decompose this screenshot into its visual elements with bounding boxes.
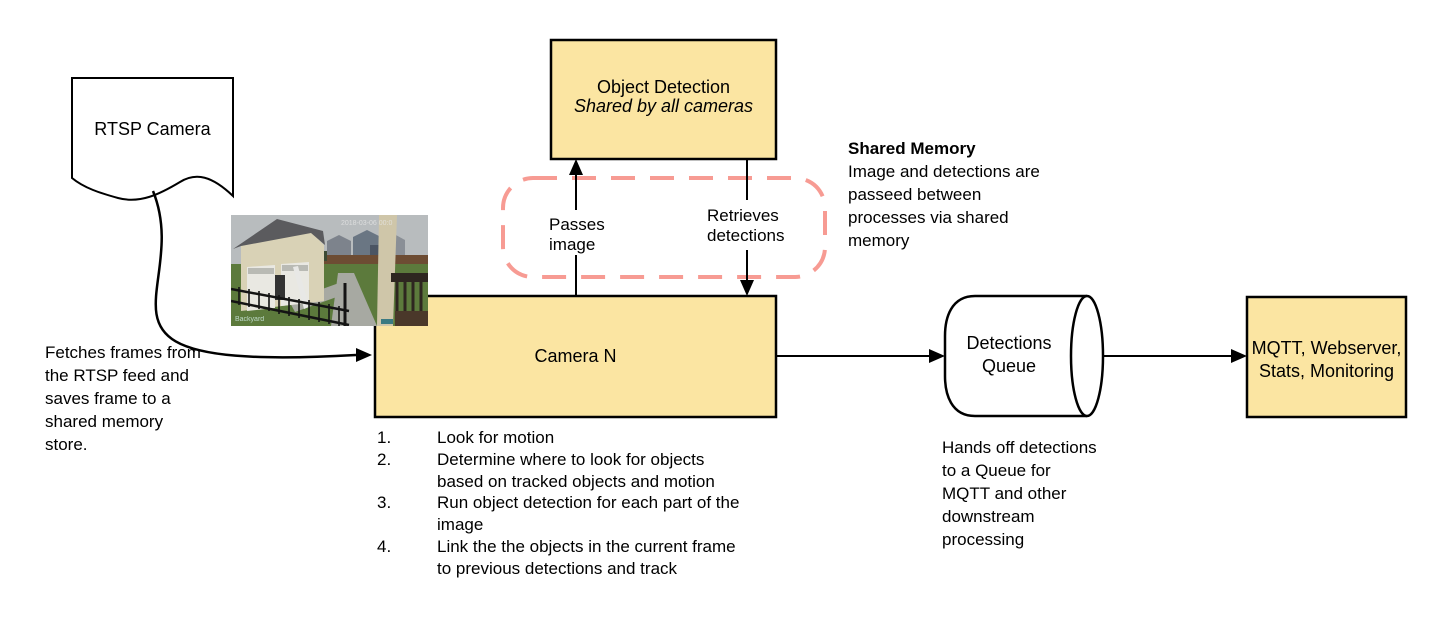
passes-image-line: Passes [549,215,605,234]
mqtt-line: Stats, Monitoring [1258,361,1395,381]
step-number: 3. [377,493,392,513]
camera-steps-list [377,427,739,580]
step-number: 1. [377,428,392,447]
shared-memory-line: passeed between [848,185,982,204]
shared-memory-line: processes via shared [848,208,1009,227]
step-line: Determine where to look for objects [437,449,705,469]
passes-image-arrowhead [569,159,583,175]
fetch-note [45,341,201,456]
detections-queue-line: Detections [966,333,1052,353]
detections-queue-line: Queue [981,356,1037,376]
mqtt-line: MQTT, Webserver, [1251,338,1402,358]
step-line: based on tracked objects and motion [437,471,715,491]
step-line: Run object detection for each part of the [437,493,740,513]
mqtt-label [1247,337,1406,383]
shared-memory-line: Image and detections are [848,162,1040,181]
fetch-note-line: the RTSP feed and [45,366,189,385]
camera-n-label: Camera N [534,346,617,366]
fetch-note-line: shared memory [45,412,164,431]
fetch-note-line: saves frame to a [45,389,171,408]
step-line: Link the the objects in the current frame [437,536,736,556]
retrieves-detections-line: Retrieves [707,206,779,225]
shared-memory-title: Shared Memory [848,139,976,158]
step-number: 2. [377,449,392,469]
fetch-note-line: store. [45,435,88,454]
step-line: to previous detections and track [437,558,678,578]
object-detection-subtitle: Shared by all cameras [573,96,754,116]
snapshot-watermark: Backyard [235,316,265,323]
camera-snapshot-image [231,215,428,326]
queue-note [942,436,1097,551]
passes-image-label [547,215,607,255]
passes-image-line: image [549,235,596,254]
retrieves-detections-arrowhead [740,280,754,296]
queue-note-line: to a Queue for [942,461,1051,480]
retrieves-detections-line: detections [707,226,785,245]
queue-note-line: processing [942,530,1025,549]
detections-queue-label [939,332,1079,378]
step-line: image [437,515,484,535]
rtsp-to-camera-arrowhead [356,348,372,362]
retrieves-detections-label [705,206,787,246]
queue-note-line: MQTT and other [942,484,1067,503]
snapshot-timestamp: 2018-03-06 00:0 [341,220,393,227]
queue-note-line: downstream [942,507,1035,526]
queue-note-line: Hands off detections [942,438,1097,457]
step-line: Look for motion [437,428,555,447]
step-number: 4. [377,536,392,556]
object-detection-title: Object Detection [596,77,731,97]
object-detection-label [551,78,776,116]
fetch-note-line: Fetches frames from [45,343,201,362]
rtsp-camera-label: RTSP Camera [94,119,211,139]
shared-memory-line: memory [848,231,910,250]
shared-memory-note [848,137,1040,252]
queue-to-mqtt-arrowhead [1231,349,1247,363]
